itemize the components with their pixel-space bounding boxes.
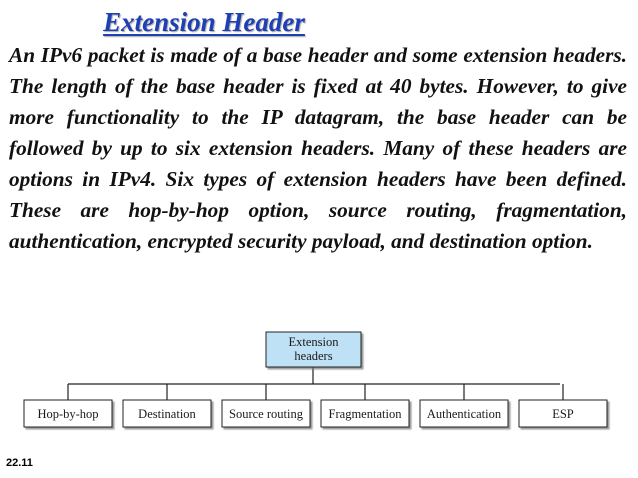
node-destination — [123, 400, 211, 427]
node-authentication — [420, 400, 508, 427]
node-esp-label: ESP — [552, 407, 574, 421]
slide-number: 22.11 — [6, 457, 33, 469]
node-source-routing-label: Source routing — [229, 407, 303, 421]
node-hop-by-hop — [24, 400, 112, 427]
node-fragmentation-label: Fragmentation — [328, 407, 402, 421]
node-hop-by-hop-label: Hop-by-hop — [37, 407, 99, 421]
node-destination-label: Destination — [138, 407, 196, 421]
node-fragmentation — [321, 400, 409, 427]
slide-title: Extension Header — [103, 7, 305, 37]
node-extension-headers-line1: Extension — [288, 335, 339, 349]
node-extension-headers-line2: headers — [294, 349, 333, 363]
node-source-routing — [222, 400, 310, 427]
node-authentication-label: Authentication — [426, 407, 502, 421]
node-esp — [519, 400, 607, 427]
node-extension-headers — [266, 332, 361, 367]
body-paragraph: An IPv6 packet is made of a base header and some extension headers. The length of the base header is fixed at 40 bytes. However, to give more functionality to the IP datagram, the base header can be followed by up to six extension headers. Many of these headers are options in IPv4. Six types of extension headers have been defined. These are hop-by-hop option, source routing, fragmentation, authentication, encrypted security payload, and destination option. — [9, 43, 627, 253]
